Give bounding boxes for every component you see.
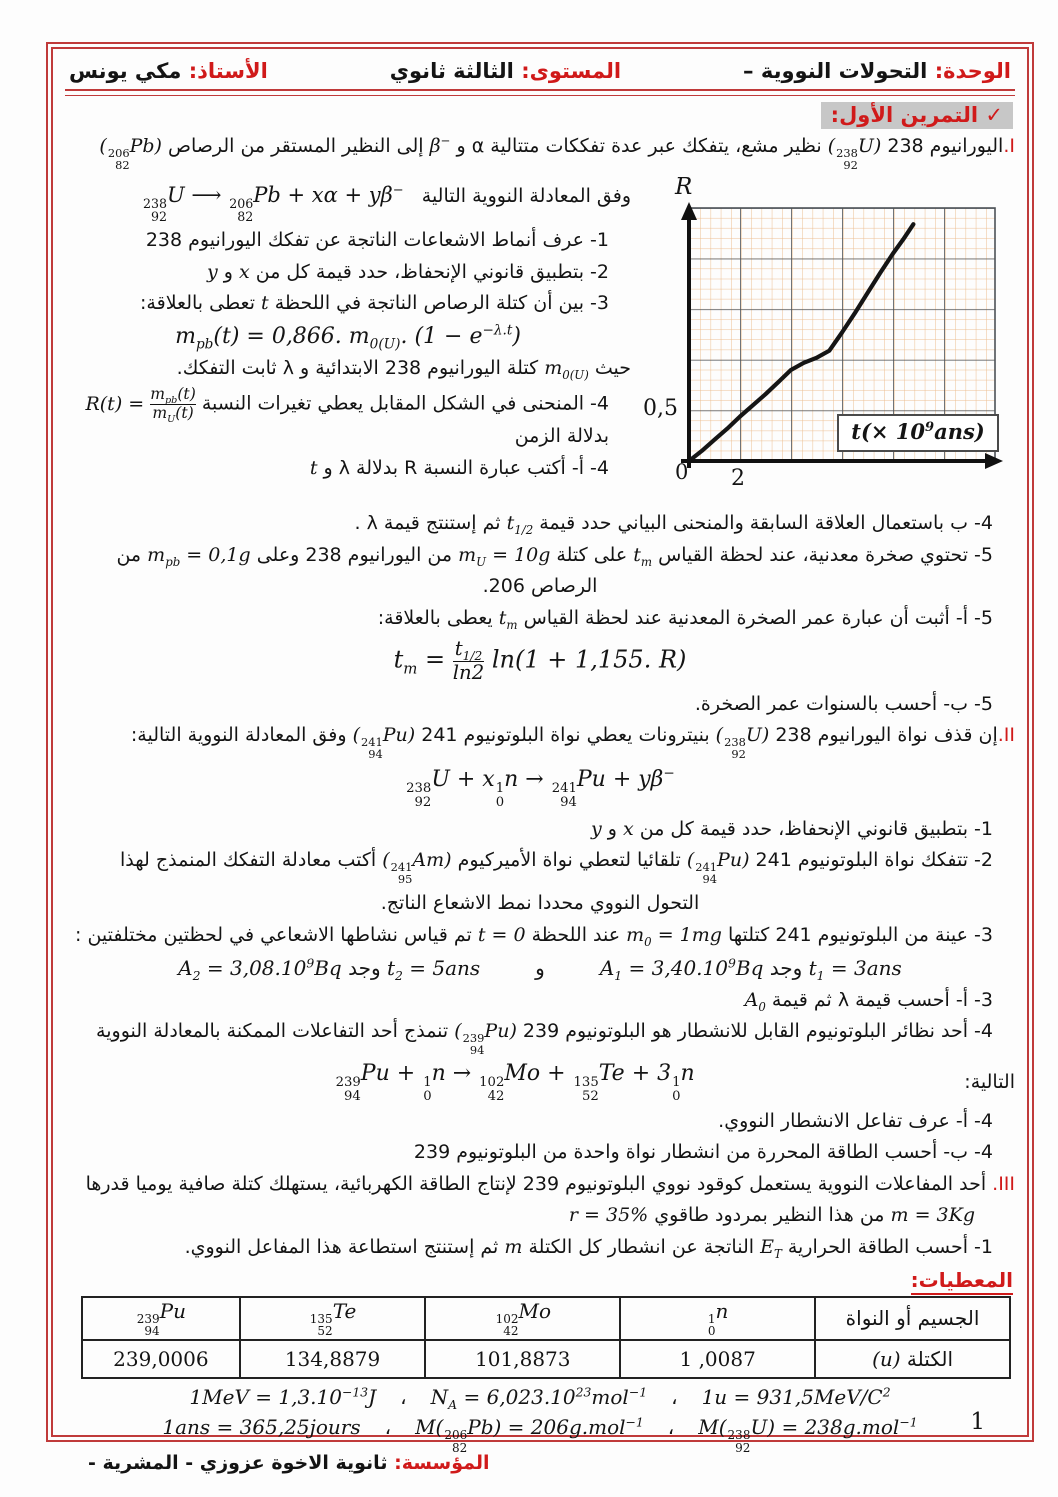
section1-number: I. (1003, 135, 1015, 157)
data-table (81, 1296, 1011, 1380)
header-level (390, 59, 621, 83)
question-II-2: 2- تتفكك نواة البلوتونيوم 241 ( 241 94 Pu) تلقائيا لتعطي نواة الأميركيوم ( 241 95 Am) أكتب معادلة التفكك المنمذج لهذا (120, 849, 993, 887)
institution-label: المؤسسة: (394, 1452, 490, 1474)
question-I-5b: 5- ب- أحسب بالسنوات عمر الصخرة. (694, 692, 993, 715)
graph-xaxis-label: $t(\times 10^9ans)$ (837, 414, 999, 452)
equation-intro-line: وفق المعادلة النووية التالية 238 92 U ⟶ 206 82 Pb + xα + yβ− (142, 183, 631, 224)
table-header-neutron: 1 0 n (620, 1297, 815, 1341)
rock-age-equation: $t_m$ = $\frac{t_{1/2}}{\ln 2}$ ln(1 + 1,155. R) (393, 637, 687, 684)
question-I-5-cont: الرصاص 206. (482, 575, 598, 598)
question-II-2-cont: التحول النووي محددا نمط الاشعاع الناتج. (380, 892, 700, 915)
section2-number: II. (997, 724, 1015, 747)
question-II-4a: 4- أ- عرف تفاعل الانشطار النووي. (718, 1109, 993, 1132)
level-value: الثالثة ثانوي (389, 59, 514, 83)
exercise1-title-text: التمرين الأول: (830, 103, 979, 127)
question-I-5: 5- تحتوي صخرة معدنية، عند لحظة القياس $t_m$ على كتلة $m_U = 10g$ من اليورانيوم 238 وعلى $m_{pb} = 0,1g$ من (116, 543, 993, 569)
unit-label: الوحدة: (934, 59, 1011, 83)
graph-ytick-0-5: 0,5 (643, 396, 678, 422)
teacher-label: الأستاذ: (188, 59, 268, 83)
section3-number: III. (992, 1172, 1015, 1195)
table-header-pu239: 239 94 Pu (82, 1297, 240, 1341)
section3-intro: III. أحد المفاعلات النووية يستعمل كوقود نووي البلوتونيوم 239 لإنتاج الطاقة الكهربائية، يستهلك كتلة صافية يوميا قدرها (85, 1172, 1015, 1195)
check-icon: ✓ (985, 103, 1003, 127)
mass-pu239: 239,0006 (82, 1340, 240, 1378)
question-I-4b: 4- ب باستعمال العلاقة السابقة والمنحنى البياني حدد قيمة $t_{1/2}$ ثم إستنتج قيمة λ . (354, 512, 993, 537)
lead-mass-equation: $m_{pb}(t) = 0,866$. $m_{0(U)}$. $(1 - e^{-\lambda.t})$ (175, 322, 521, 353)
section1-columns (65, 176, 1015, 506)
question-II-3a: 3- أ- أحسب قيمة λ ثم قيمة $A_0$ (744, 988, 993, 1014)
decay-ratio-graph (637, 176, 1015, 506)
question-I-4a: 4- أ- أكتب عبارة النسبة R بدلالة λ و t (309, 456, 609, 479)
graph-origin-label: 0 (675, 460, 689, 485)
question-III-1: 1- أحسب الطاقة الحرارية $E_T$ الناتجة عن انشطار كل الكتلة m ثم إستنتج استطاعة هذا المفاعل النووي. (184, 1235, 993, 1261)
question-II-3: 3- عينة من البلوتونيوم 241 كتلتها $m_0 = 1mg$ عند اللحظة t = 0 تم قياس نشاطها الاشعاعي في لحظتين مختلفتين : (75, 923, 993, 949)
question-I-3-note: حيث $m_{0(U)}$ كتلة اليورانيوم 238 الابتدائية و λ ثابت التفكك. (176, 356, 631, 382)
question-II-4b: 4- ب- أحسب الطاقة المحررة من انشطار نواة واحدة من البلوتونيوم 239 (413, 1141, 993, 1164)
section3-line2: m = 3Kg من هذا النظير بمردود طاقوي r = 35% (568, 1204, 975, 1227)
mass-mo102: 101,8873 (425, 1340, 620, 1378)
uranium-decay-equation: 238 92 U ⟶ 206 82 Pb + xα + yβ− (142, 183, 404, 224)
header-divider (65, 89, 1015, 96)
graph-panel (637, 176, 1015, 506)
constants-line-2: M( 238 92 U) = 238g.mol$^{-1}$،M( 206 82 Pb) = 206g.mol$^{-1}$،1ans = 365,25jours (162, 1414, 918, 1456)
fission-equation-row (65, 1061, 1015, 1104)
table-header-te135: 135 52 Te (240, 1297, 426, 1341)
question-II-1: 1- بتطبيق قانوني الإنحفاظ، حدد قيمة كل من x و y (590, 817, 993, 840)
table-header-particle-label: الجسيم أو النواة (815, 1297, 1010, 1341)
constants-line-1: $1u = 931,5MeV/C^2،N_A$ = $6,023.10^{23}mol^{-1}،1MeV = 1,3.10^{-13}J$ (189, 1384, 891, 1413)
mass-neutron: 1 ,0087 (620, 1340, 815, 1378)
mass-te135: 134,8879 (240, 1340, 426, 1378)
question-II-4: 4- أحد نظائر البلوتونيوم القابل للانشطار هو البلوتونيوم 239 ( 239 94 Pu) تنمذج أحد التفاعلات الممكنة بالمعادلة النووية (96, 1020, 993, 1058)
teacher-value: مكي يونس (69, 59, 182, 83)
fission-equation-lead: التالية: (964, 1071, 1015, 1094)
section1-questions (65, 176, 631, 506)
plutonium-formation-equation: 238 92 U + x 1 0 n → 241 94 Pu + yβ− (406, 765, 675, 810)
page-number: 1 (970, 1409, 985, 1435)
institution-name: ثانوية الاخوة عزوزي - المشرية - (88, 1452, 388, 1474)
footer-institution (88, 1452, 490, 1474)
exercise1-title (67, 102, 1013, 129)
header-teacher (69, 59, 268, 83)
fission-equation: 239 94 Pu + 1 0 n → 102 42 Mo + 135 52 Te + 3 1 0 n (335, 1061, 695, 1104)
question-I-5a: 5- أ- أثبت أن عبارة عمر الصخرة المعدنية عند لحظة القياس $t_m$ يعطى بالعلاقة: (377, 606, 993, 632)
level-label: المستوى: (521, 59, 622, 83)
graph-xtick-2: 2 (731, 466, 745, 492)
section2-intro: II.إن قذف نواة اليورانيوم 238 ( 238 92 U) بنيترونات يعطي نواة البلوتونيوم 241 ( 241 94 Pu) وفق المعادلة النووية التالية: (130, 724, 1015, 762)
question-I-3: 3- بين أن كتلة الرصاص الناتجة في اللحظة t تعطى بالعلاقة: (140, 292, 609, 315)
table-header-mo102: 102 42 Mo (425, 1297, 620, 1341)
graph-ylabel: R (675, 174, 693, 201)
question-I-2: 2- بتطبيق قانوني الإنحفاظ، حدد قيمة كل من x و y (206, 260, 609, 283)
header (65, 53, 1015, 87)
page-border-frame (46, 42, 1034, 1456)
unit-value: التحولات النووية – (743, 59, 928, 83)
table-mass-row (82, 1340, 1010, 1378)
activity-measurements: $t_1 = 3ans$ وجد $A_1$ = $3,40.10^9Bqوt_2 = 5ans$ وجد $A_2 = 3,08.10^9Bq$ (178, 954, 902, 983)
question-I-4: 4- المنحنى في الشكل المقابل يعطي تغيرات النسبة R(t) = $\frac{m_{pb}(t)}{m_U(t)}$ بدلالة الزمن (85, 385, 609, 448)
header-unit (743, 59, 1011, 83)
question-I-1: 1- عرف أنماط الاشعاعات الناتجة عن تفكك اليورانيوم 238 (145, 229, 609, 252)
table-header-row (82, 1297, 1010, 1341)
givens-title: المعطيات: (67, 1268, 1013, 1292)
mass-row-label: الكتلة (u) (815, 1340, 1010, 1378)
section1-intro: I.اليورانيوم 238 ( 238 92 U) نظير مشع، يتفكك عبر عدة تفككات متتالية α و β− إلى النظير المستقر من الرصاص ( 206 82 Pb) (99, 133, 1015, 173)
